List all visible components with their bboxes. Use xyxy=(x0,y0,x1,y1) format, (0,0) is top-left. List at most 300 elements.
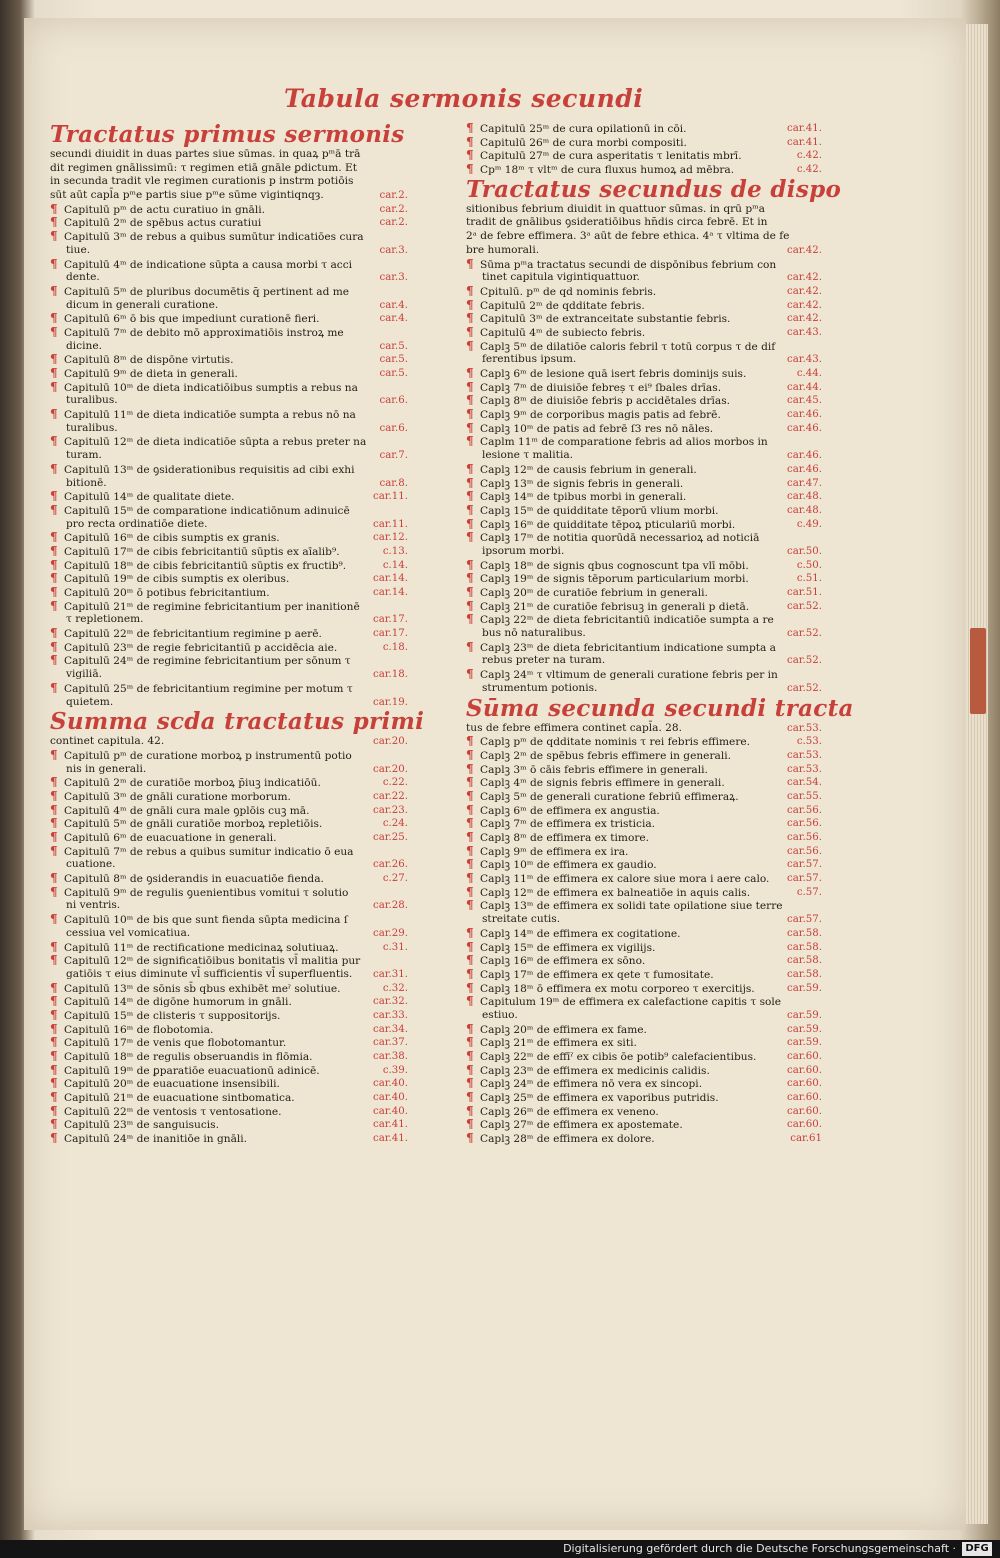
folio-ref: c.42. xyxy=(796,164,822,176)
chapter-entry xyxy=(466,1077,822,1091)
folio-ref: car.34. xyxy=(373,1023,408,1035)
chapter-entry xyxy=(466,258,822,272)
chapter-entry xyxy=(50,886,408,900)
entry-text: Capitulū pᵐ de curatione morboꝝ p instrumentū potio xyxy=(64,749,352,762)
pilcrow-icon: ¶ xyxy=(466,761,474,776)
pilcrow-icon: ¶ xyxy=(50,1007,58,1022)
pilcrow-icon: ¶ xyxy=(50,1076,58,1091)
pilcrow-icon: ¶ xyxy=(466,816,474,831)
entry-text: strumentum potionis. xyxy=(482,681,598,694)
entry-text: dicum in generali curatione. xyxy=(66,298,219,311)
entry-text: Capitulū 8ᵐ de dispōne virtutis. xyxy=(64,354,234,367)
entry-text: Capitulū 3ᵐ de gnāli curatione morborum. xyxy=(64,790,291,803)
folio-ref: car.19. xyxy=(373,696,408,708)
pilcrow-icon: ¶ xyxy=(466,1049,474,1063)
chapter-entry xyxy=(466,817,822,831)
chapter-entry xyxy=(50,230,408,244)
section-heading: Sūma secunda secundi tracta xyxy=(466,694,854,722)
entry-text: Caplꝫ 8ᵐ de effimera ex timore. xyxy=(480,832,650,844)
folio-ref: car.43. xyxy=(787,326,822,338)
page-title: Tabula sermonis secundi xyxy=(284,84,644,113)
folio-ref: car.60. xyxy=(787,1051,822,1062)
folio-ref: car.41. xyxy=(373,1133,408,1145)
folio-ref: car.57. xyxy=(787,914,822,926)
chapter-entry xyxy=(466,163,822,177)
entry-text: tus de febre effimera continet capl̄a. 28. xyxy=(466,721,683,734)
chapter-entry xyxy=(466,886,822,900)
pilcrow-icon: ¶ xyxy=(50,229,58,244)
folio-ref: car.54. xyxy=(787,777,822,789)
pilcrow-icon: ¶ xyxy=(466,162,474,177)
pilcrow-icon: ¶ xyxy=(50,434,58,449)
entry-text: Capitulū 11ᵐ de rectificatione medicinaꝝ solutiuaꝝ. xyxy=(64,941,339,954)
entry-text: tradit de gnālibus ꝯsideratiōibus hn̄dis circa febrē. Et in xyxy=(466,216,768,229)
folio-ref: car.5. xyxy=(379,340,408,352)
pilcrow-icon: ¶ xyxy=(50,598,58,613)
pilcrow-icon: ¶ xyxy=(50,256,58,271)
folio-ref: car.18. xyxy=(373,669,408,681)
pilcrow-icon: ¶ xyxy=(466,324,474,339)
folio-ref: car.14. xyxy=(373,573,408,585)
text-line xyxy=(50,858,408,872)
pilcrow-icon: ¶ xyxy=(50,1035,58,1050)
folio-ref: car.48. xyxy=(787,504,822,516)
folio-ref: car.42. xyxy=(787,285,822,297)
entry-text: Caplꝫ 28ᵐ de effimera ex dolore. xyxy=(480,1133,655,1146)
entry-text: Capitulum 19ᵐ de effimera ex calefactione capitis τ sole xyxy=(480,996,782,1009)
chapter-entry xyxy=(50,367,408,381)
folio-ref: car.40. xyxy=(373,1078,408,1090)
chapter-entry xyxy=(50,776,408,790)
entry-text: streitate cutis. xyxy=(482,913,561,926)
pilcrow-icon: ¶ xyxy=(50,816,58,831)
folio-ref: car.46. xyxy=(787,450,822,462)
entry-text: Caplꝫ 15ᵐ de effimera ex vigilijs. xyxy=(480,941,656,954)
pilcrow-icon: ¶ xyxy=(466,311,474,326)
chapter-entry xyxy=(466,831,822,845)
chapter-entry xyxy=(50,326,408,340)
chapter-entry xyxy=(50,285,408,299)
entry-text: Caplꝫ 12ᵐ de causis febrium in generali. xyxy=(480,463,697,476)
entry-text: Caplꝫ 14ᵐ de tpibus morbi in generali. xyxy=(480,491,687,504)
entry-text: Caplꝫ 2ᵐ de spēbus febris effimere in generali. xyxy=(480,749,731,762)
folio-ref: car.52. xyxy=(787,682,822,694)
entry-text: Capitulū 27ᵐ de cura asperitatis τ lenitatis mbrī. xyxy=(480,150,742,163)
entry-text: Caplꝫ 17ᵐ de notitia quorūdā necessarioꝝ ad noticiā xyxy=(480,532,760,545)
folio-ref: car.8. xyxy=(379,477,408,489)
text-line xyxy=(466,682,822,696)
chapter-entry xyxy=(50,490,408,504)
entry-text: estiuo. xyxy=(482,1008,518,1021)
entry-text: bitionē. xyxy=(66,476,107,489)
folio-ref: c.49. xyxy=(796,518,822,530)
pilcrow-icon: ¶ xyxy=(466,420,474,435)
pilcrow-icon: ¶ xyxy=(466,516,474,531)
folio-ref: c.39. xyxy=(382,1064,408,1076)
text-line xyxy=(466,654,822,668)
chapter-entry xyxy=(50,1091,408,1105)
text-line xyxy=(466,1009,822,1023)
entry-text: vigiliā. xyxy=(66,668,103,681)
chapter-entry xyxy=(50,586,408,600)
chapter-entry xyxy=(50,1009,408,1023)
folio-ref: car.58. xyxy=(787,941,822,953)
folio-ref: car.5. xyxy=(379,368,408,379)
entry-text: Cpitulū. pᵐ de qd nominis febris. xyxy=(480,285,657,298)
chapter-entry xyxy=(466,749,822,763)
chapter-entry xyxy=(466,463,822,477)
chapter-entry xyxy=(50,682,408,696)
chapter-entry xyxy=(466,982,822,996)
folio-ref: car.50. xyxy=(787,545,822,557)
chapter-entry xyxy=(50,381,408,395)
entry-text: Capitulū 10ᵐ de dieta indicatiōibus sumptis a rebus na xyxy=(64,381,358,394)
folio-ref: car.53. xyxy=(787,763,822,775)
pilcrow-icon: ¶ xyxy=(50,311,58,326)
entry-text: Capitulū 17ᵐ de cibis febricitantiū sūptis ex aīalib⁹. xyxy=(64,545,340,558)
text-line xyxy=(50,244,408,258)
chapter-entry xyxy=(466,122,822,136)
right-column xyxy=(466,121,854,1146)
entry-text: Capitulū 3ᵐ de rebus a quibus sumūtur indicatiōes cura xyxy=(64,231,364,244)
chapter-entry xyxy=(466,872,822,886)
entry-text: Caplꝫ 21ᵐ de effimera ex siti. xyxy=(480,1037,637,1050)
entry-text: dicine. xyxy=(66,339,102,352)
pilcrow-icon: ¶ xyxy=(466,148,474,163)
text-line xyxy=(50,175,408,189)
entry-text: sūt aūt capl̄a pᵐe partis siue pᵐe sūme vigintiqnqȝ. xyxy=(50,189,324,202)
entry-text: ni ventris. xyxy=(66,899,121,912)
folio-ref: car.59. xyxy=(787,1023,822,1035)
chapter-entry xyxy=(50,463,408,477)
pilcrow-icon: ¶ xyxy=(466,953,474,968)
entry-text: Capitulū 6ᵐ ō bis que impediunt curationē fieri. xyxy=(64,313,320,326)
entry-text: quietem. xyxy=(66,695,114,708)
pilcrow-icon: ¶ xyxy=(50,489,58,504)
folio-ref: car.52. xyxy=(787,628,822,640)
text-line xyxy=(466,545,822,559)
folio-ref: c.24. xyxy=(382,818,408,830)
pilcrow-icon: ¶ xyxy=(50,843,58,858)
entry-text: Caplꝫ 7ᵐ de effimera ex tristicia. xyxy=(480,818,656,831)
folio-ref: car.25. xyxy=(373,832,408,843)
chapter-entry xyxy=(50,531,408,545)
pilcrow-icon: ¶ xyxy=(466,884,474,899)
folio-ref: c.14. xyxy=(382,559,408,571)
chapter-entry xyxy=(466,858,822,872)
pilcrow-icon: ¶ xyxy=(50,871,58,886)
chapter-entry xyxy=(50,1105,408,1119)
pilcrow-icon: ¶ xyxy=(466,1117,474,1132)
folio-ref: car.42. xyxy=(787,244,822,256)
chapter-entry xyxy=(50,1064,408,1078)
text-line xyxy=(50,394,408,408)
text-line xyxy=(466,449,822,463)
folio-ref: c.53. xyxy=(796,736,822,748)
text-line xyxy=(466,203,822,217)
text-line xyxy=(50,763,408,777)
chapter-entry xyxy=(466,899,822,913)
chapter-entry xyxy=(50,312,408,326)
entry-text: Capitulū 7ᵐ de rebus a quibus sumitur indicatio ō eua xyxy=(64,845,354,858)
pilcrow-icon: ¶ xyxy=(466,571,474,586)
text-line xyxy=(50,189,408,203)
pilcrow-icon: ¶ xyxy=(50,626,58,641)
chapter-entry xyxy=(50,982,408,996)
pilcrow-icon: ¶ xyxy=(50,1131,58,1146)
chapter-entry xyxy=(50,1050,408,1064)
footer-credit: Digitalisierung gefördert durch die Deutsche Forschungsgemeinschaft · xyxy=(563,1542,956,1555)
chapter-entry xyxy=(466,776,822,790)
entry-text: Capitulū 14ᵐ de qualitate diete. xyxy=(64,491,235,504)
entry-text: Caplꝫ 5ᵐ de dilatiōe caloris febril τ totū corpus τ de dif xyxy=(480,340,776,353)
entry-text: lesione τ malitia. xyxy=(482,449,574,462)
chapter-entry xyxy=(466,804,822,818)
pilcrow-icon: ¶ xyxy=(466,775,474,790)
chapter-entry xyxy=(466,1105,822,1119)
folio-ref: car.23. xyxy=(373,804,408,816)
pilcrow-icon: ¶ xyxy=(50,1117,58,1132)
left-column xyxy=(50,121,425,1146)
folio-ref: car.40. xyxy=(373,1092,408,1104)
entry-text: Capitulū 20ᵐ ō potibus febricitantium. xyxy=(64,587,270,599)
entry-text: Capitulū 23ᵐ de sanguisucis. xyxy=(64,1119,219,1132)
chapter-entry xyxy=(50,1036,408,1050)
pilcrow-icon: ¶ xyxy=(466,366,474,380)
pilcrow-icon: ¶ xyxy=(50,1049,58,1063)
pilcrow-icon: ¶ xyxy=(466,379,474,394)
chapter-entry xyxy=(50,408,408,422)
chapter-entry xyxy=(466,381,822,395)
chapter-entry xyxy=(50,1023,408,1037)
text-line xyxy=(50,613,408,627)
entry-text: ipsorum morbi. xyxy=(482,544,565,557)
pilcrow-icon: ¶ xyxy=(50,775,58,790)
entry-text: Capitulū 5ᵐ de pluribus documētis q̄ pertinent ad me xyxy=(64,285,350,298)
chapter-entry xyxy=(466,394,822,408)
folio-ref: car.59. xyxy=(787,982,822,994)
pilcrow-icon: ¶ xyxy=(50,912,58,927)
entry-text: Caplꝫ 10ᵐ de patis ad febrē ſ3 res nō nāles. xyxy=(480,422,714,435)
text-line xyxy=(466,353,822,367)
chapter-entry xyxy=(466,285,822,299)
entry-text: Capitulū 18ᵐ de cibis febricitantiū sūptis ex fructib⁹. xyxy=(64,559,347,572)
pilcrow-icon: ¶ xyxy=(466,121,474,135)
pilcrow-icon: ¶ xyxy=(466,256,474,271)
chapter-entry xyxy=(466,299,822,313)
chapter-entry xyxy=(50,258,408,272)
folio-ref: car.6. xyxy=(379,395,408,407)
pilcrow-icon: ¶ xyxy=(466,667,474,682)
folio-ref: car.7. xyxy=(379,450,408,462)
entry-text: secundi diuidit in duas partes siue sūmas. in quaꝝ pᵐā trā xyxy=(50,148,361,160)
entry-text: Caplm 11ᵐ de comparatione febris ad alios morbos in xyxy=(480,436,768,449)
pilcrow-icon: ¶ xyxy=(466,283,474,298)
folio-ref: car.45. xyxy=(787,395,822,407)
folio-ref: car.17. xyxy=(373,628,408,640)
pilcrow-icon: ¶ xyxy=(466,1035,474,1050)
pilcrow-icon: ¶ xyxy=(50,994,58,1009)
entry-text: bre humorali. xyxy=(466,243,540,256)
entry-text: Capitulū 6ᵐ de euacuatione in generali. xyxy=(64,832,277,844)
folio-ref: car.60. xyxy=(787,1092,822,1104)
entry-text: Capitulū 24ᵐ de inanitiōe in gnāli. xyxy=(64,1133,248,1146)
entry-text: Capitulū 7ᵐ de debito mō approximatiōis instroꝝ me xyxy=(64,326,344,339)
pilcrow-icon: ¶ xyxy=(466,1021,474,1036)
folio-ref: car.11. xyxy=(373,518,408,530)
folio-ref: car.43. xyxy=(787,354,822,366)
pilcrow-icon: ¶ xyxy=(466,843,474,858)
entry-text: Capitulū 25ᵐ de febricitantium regimine per motum τ xyxy=(64,682,353,695)
entry-text: Caplꝫ 18ᵐ de signis qbus cognoscunt tpa vlī mōbi. xyxy=(480,559,749,572)
chapter-entry xyxy=(50,435,408,449)
text-line xyxy=(50,162,408,176)
folio-ref: c.51. xyxy=(796,573,822,585)
chapter-entry xyxy=(50,872,408,886)
entry-text: Capitulū 14ᵐ de digōne humorum in gnāli. xyxy=(64,996,292,1009)
folio-ref: car.3. xyxy=(379,272,408,284)
chapter-entry xyxy=(50,572,408,586)
entry-text: Capitulū 24ᵐ de regimine febricitantium per sōnum τ xyxy=(64,655,351,668)
folio-ref: c.27. xyxy=(382,873,408,885)
pilcrow-icon: ¶ xyxy=(466,502,474,517)
text-line xyxy=(50,735,408,749)
entry-text: Caplꝫ 19ᵐ de signis tēporum particularium morbi. xyxy=(480,573,749,586)
entry-text: Capitulū 4ᵐ de subiecto febris. xyxy=(480,326,646,339)
entry-text: Caplꝫ 22ᵐ de effīˀ ex cibis ōe potib⁹ calefacientibus. xyxy=(480,1051,757,1063)
folio-ref: c.32. xyxy=(382,982,408,994)
pilcrow-icon: ¶ xyxy=(466,994,474,1009)
entry-text: Caplꝫ 23ᵐ de effimera ex medicinis calidis. xyxy=(480,1064,710,1077)
entry-text: Caplꝫ 15ᵐ de quidditate tēporū vlium morbi. xyxy=(480,504,719,517)
text-line xyxy=(50,340,408,354)
folio-ref: c.31. xyxy=(382,941,408,953)
chapter-entry xyxy=(50,1077,408,1091)
chapter-entry xyxy=(466,559,822,573)
entry-text: Caplꝫ 21ᵐ de curatiōe febrisuꝫ in generali p dietā. xyxy=(480,600,750,613)
entry-text: Capitulū 22ᵐ de febricitantium regimine p aerē. xyxy=(64,628,322,641)
pilcrow-icon: ¶ xyxy=(466,1103,474,1118)
chapter-entry xyxy=(466,490,822,504)
text-line xyxy=(50,968,408,982)
entry-text: Caplꝫ 9ᵐ de corporibus magis patis ad febrē. xyxy=(480,409,721,422)
entry-text: Capitulū 8ᵐ de ꝯsiderandis in euacuatiōe fienda. xyxy=(64,873,324,886)
folio-ref: car.42. xyxy=(787,272,822,284)
folio-ref: car.46. xyxy=(787,463,822,475)
folio-ref: car.46. xyxy=(787,422,822,434)
entry-text: continet capitula. 42. xyxy=(50,735,165,748)
pilcrow-icon: ¶ xyxy=(50,585,58,599)
entry-text: τ repletionem. xyxy=(66,613,144,626)
text-line xyxy=(50,477,408,491)
folio-ref: car.61 xyxy=(790,1133,822,1145)
entry-text: Capitulū 13ᵐ de sōnis sb̄ qbus exhibēt meˀ solutiue. xyxy=(64,982,341,995)
chapter-entry xyxy=(50,504,408,518)
entry-text: Capitulū 12ᵐ de significatiōibus bonitatis vl̄ malitia pur xyxy=(64,955,361,968)
entry-text: Caplꝫ 13ᵐ de effimera ex solidi tate opilatione siue terre xyxy=(480,900,783,913)
folio-ref: car.5. xyxy=(379,354,408,366)
chapter-entry xyxy=(466,477,822,491)
chapter-entry xyxy=(466,435,822,449)
text-line xyxy=(466,627,822,641)
folio-ref: car.58. xyxy=(787,968,822,980)
entry-text: turalibus. xyxy=(66,394,118,407)
pilcrow-icon: ¶ xyxy=(466,585,474,599)
pilcrow-icon: ¶ xyxy=(466,925,474,940)
text-line xyxy=(50,899,408,913)
entry-text: Capitulū 2ᵐ de curatiōe morboꝝ p̄iuꝫ indicatiōū. xyxy=(64,777,321,790)
folio-ref: car.55. xyxy=(787,790,822,802)
pilcrow-icon: ¶ xyxy=(466,598,474,613)
chapter-entry xyxy=(466,668,822,682)
pilcrow-icon: ¶ xyxy=(466,475,474,490)
folio-ref: car.57. xyxy=(787,859,822,871)
entry-text: nis in generali. xyxy=(66,762,147,775)
entry-text: Capitulū 2ᵐ de qdditate febris. xyxy=(480,299,645,312)
folio-ref: car.60. xyxy=(787,1078,822,1090)
entry-text: Caplꝫ 9ᵐ de effimera ex ira. xyxy=(480,845,629,858)
chapter-entry xyxy=(50,831,408,845)
entry-text: Capitulū 11ᵐ de dieta indicatiōe sumpta a rebus nō na xyxy=(64,409,356,422)
folio-ref: car.59. xyxy=(787,1009,822,1021)
chapter-entry xyxy=(466,422,822,436)
text-line xyxy=(50,422,408,436)
folio-ref: car.44. xyxy=(787,381,822,393)
text-line xyxy=(466,722,822,736)
folio-ref: c.18. xyxy=(382,641,408,653)
chapter-entry xyxy=(466,572,822,586)
entry-text: Capitulū 13ᵐ de ꝯsiderationibus requisitis ad cibi exhi xyxy=(64,463,355,476)
text-line xyxy=(50,299,408,313)
entry-text: Capitulū 16ᵐ de cibis sumptis ex granis. xyxy=(64,532,280,545)
pilcrow-icon: ¶ xyxy=(466,802,474,817)
folio-ref: c.50. xyxy=(796,559,822,571)
entry-text: dente. xyxy=(66,271,100,284)
folio-ref: car.56. xyxy=(787,845,822,857)
entry-text: Caplꝫ 20ᵐ de effimera ex fame. xyxy=(480,1023,647,1036)
entry-text: Capitulū 25ᵐ de cura opilationū in cōi. xyxy=(480,123,687,135)
folio-ref: car.60. xyxy=(787,1119,822,1131)
entry-text: Sūma pᵐa tractatus secundi de dispōnibus febrium con xyxy=(480,258,777,271)
pilcrow-icon: ¶ xyxy=(50,324,58,339)
folio-ref: car.2. xyxy=(379,217,408,229)
folio-ref: car.11. xyxy=(373,491,408,503)
pilcrow-icon: ¶ xyxy=(50,502,58,517)
dfg-logo: DFG xyxy=(962,1542,992,1556)
folio-ref: car.52. xyxy=(787,600,822,612)
entry-text: bus nō naturalibus. xyxy=(482,627,586,640)
entry-text: turam. xyxy=(66,449,102,462)
entry-text: cessiua vel vomicatiua. xyxy=(66,926,191,939)
entry-text: Caplꝫ 12ᵐ de effimera ex balneatiōe in aquis calis. xyxy=(480,886,751,899)
chapter-entry xyxy=(50,954,408,968)
chapter-entry xyxy=(50,627,408,641)
entry-text: Capitulū 20ᵐ de euacuatione insensibili. xyxy=(64,1078,280,1091)
chapter-entry xyxy=(50,353,408,367)
entry-text: Capitulū 15ᵐ de comparatione indicatiōnum adinuicē xyxy=(64,504,350,517)
entry-text: Capitulū 16ᵐ de flobotomia. xyxy=(64,1023,214,1036)
folio-ref: car.57. xyxy=(787,873,822,885)
entry-text: Capitulū 19ᵐ de cibis sumptis ex oleribus. xyxy=(64,573,290,586)
pilcrow-icon: ¶ xyxy=(50,1062,58,1077)
pilcrow-icon: ¶ xyxy=(466,461,474,476)
entry-text: sitionibus febrium diuidit in quattuor sūmas. in qrū pᵐa xyxy=(466,202,765,215)
folio-ref: car.51. xyxy=(787,587,822,598)
pilcrow-icon: ¶ xyxy=(466,393,474,408)
entry-text: Capitulū 9ᵐ de dieta in generali. xyxy=(64,368,238,380)
pilcrow-icon: ¶ xyxy=(466,939,474,954)
pilcrow-icon: ¶ xyxy=(466,407,474,422)
